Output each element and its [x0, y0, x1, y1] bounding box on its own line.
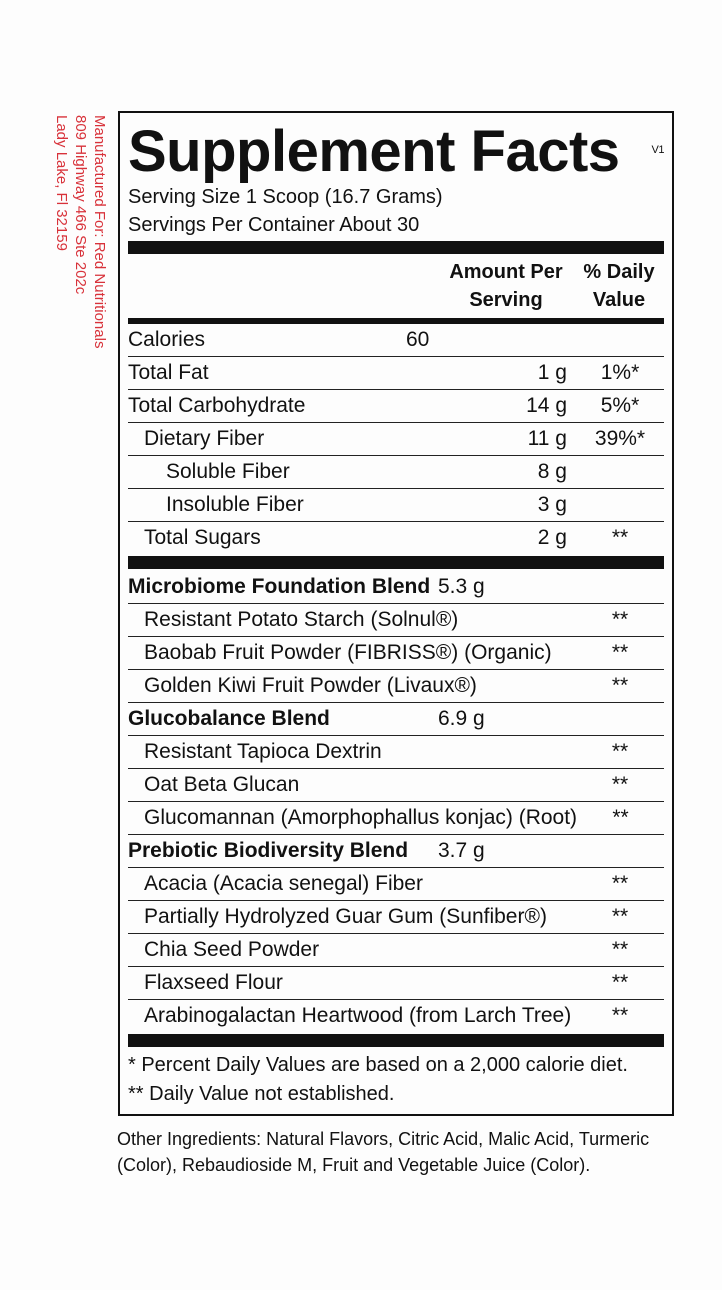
blend-amount: 3.7 g [438, 839, 485, 862]
nutrient-amount: 14 g [526, 394, 567, 417]
nutrient-amount: 1 g [537, 361, 567, 384]
ingredient-dv: ** [611, 905, 629, 928]
nutrient-dv: 39%* [594, 427, 646, 450]
nutrient-name: Total Sugars [144, 526, 261, 549]
amount-header: Amount Per Serving [449, 261, 563, 311]
blend-name: Glucobalance Blend [128, 707, 330, 730]
ingredient-row [128, 736, 664, 769]
footnote-not-established: ** Daily Value not established. [128, 1083, 395, 1105]
supplement-facts-panel [118, 111, 674, 1116]
ingredient-dv: ** [611, 872, 629, 895]
ingredient-row [128, 967, 664, 1000]
nutrient-row [128, 522, 664, 554]
ingredient-row [128, 637, 664, 670]
other-ingredients: Other Ingredients: Natural Flavors, Citric Acid, Malic Acid, Turmeric (Color), Rebaudioside M, Fruit and Vegetable Juice (Color). [117, 1129, 650, 1175]
nutrient-row [128, 390, 664, 423]
nutrient-name: Total Carbohydrate [128, 394, 306, 417]
ingredient-dv: ** [611, 773, 629, 796]
ingredient-dv: ** [611, 608, 629, 631]
divider-bar [128, 241, 664, 254]
nutrient-name: Insoluble Fiber [166, 493, 304, 516]
ingredient-dv: ** [611, 674, 629, 697]
ingredient-name: Partially Hydrolyzed Guar Gum (Sunfiber®) [144, 905, 547, 928]
blend-row [128, 571, 664, 604]
nutrient-amount: 11 g [527, 427, 567, 450]
nutrient-row [128, 423, 664, 456]
panel-title [128, 121, 664, 183]
ingredient-name: Chia Seed Powder [144, 938, 320, 961]
nutrient-dv: 1%* [600, 361, 640, 384]
ingredient-row [128, 670, 664, 703]
footnotes [128, 1049, 664, 1109]
nutrient-name: Soluble Fiber [166, 460, 290, 483]
servings-per-container: Servings Per Container About 30 [128, 214, 420, 236]
ingredient-name: Golden Kiwi Fruit Powder (Livaux®) [144, 674, 477, 697]
nutrient-dv: ** [611, 526, 629, 549]
nutrient-amount: 2 g [537, 526, 567, 549]
ingredient-dv: ** [611, 938, 629, 961]
ingredient-row [128, 802, 664, 835]
serving-size: Serving Size 1 Scoop (16.7 Grams) [128, 186, 443, 208]
panel-title-text: Supplement Facts [128, 119, 620, 184]
ingredient-row [128, 868, 664, 901]
nutrient-name: Total Fat [128, 361, 209, 384]
nutrient-row [128, 324, 664, 357]
manufacturer-line-2: 809 Highway 466 Ste 202c [72, 115, 89, 295]
ingredient-name: Flaxseed Flour [144, 971, 283, 994]
blend-amount: 5.3 g [438, 575, 485, 598]
ingredient-name: Acacia (Acacia senegal) Fiber [144, 872, 423, 895]
ingredient-name: Arabinogalactan Heartwood (from Larch Tree) [144, 1004, 572, 1027]
ingredient-dv: ** [611, 1004, 629, 1027]
column-header [128, 256, 664, 318]
blend-name: Prebiotic Biodiversity Blend [128, 839, 409, 862]
nutrient-amount: 8 g [537, 460, 567, 483]
ingredient-dv: ** [611, 740, 629, 763]
version-label: V1 [651, 144, 664, 156]
ingredient-row [128, 901, 664, 934]
nutrient-amount: 3 g [537, 493, 567, 516]
nutrient-amount: 60 [406, 328, 430, 351]
ingredient-name: Oat Beta Glucan [144, 773, 300, 796]
ingredient-row [128, 604, 664, 637]
ingredient-name: Baobab Fruit Powder (FIBRISS®) (Organic) [144, 641, 552, 664]
divider-bar [128, 1034, 664, 1047]
ingredient-name: Resistant Tapioca Dextrin [144, 740, 382, 763]
ingredient-name: Resistant Potato Starch (Solnul®) [144, 608, 459, 631]
ingredient-row [128, 934, 664, 967]
ingredient-row [128, 769, 664, 802]
divider-bar [128, 556, 664, 569]
ingredient-dv: ** [611, 971, 629, 994]
manufacturer-line-3: Lady Lake, Fl 32159 [53, 115, 70, 251]
blend-row [128, 703, 664, 736]
dv-header: % Daily Value [583, 261, 655, 311]
ingredient-dv: ** [611, 641, 629, 664]
blend-name: Microbiome Foundation Blend [128, 575, 431, 598]
blend-amount: 6.9 g [438, 707, 485, 730]
manufacturer-info [52, 115, 109, 348]
blend-row [128, 835, 664, 868]
nutrient-name: Dietary Fiber [144, 427, 265, 450]
ingredient-dv: ** [612, 806, 629, 829]
nutrient-row [128, 456, 664, 489]
nutrient-row [128, 489, 664, 522]
nutrient-name: Calories [128, 328, 206, 351]
nutrient-dv: 5%* [600, 394, 640, 417]
manufacturer-line-1: Manufactured For: Red Nutritionals [91, 115, 108, 349]
footnote-daily-value: * Percent Daily Values are based on a 2,000 calorie diet. [128, 1054, 628, 1076]
nutrient-row [128, 357, 664, 390]
ingredient-row [128, 1000, 664, 1032]
ingredient-name: Glucomannan (Amorphophallus konjac) (Root) [144, 806, 578, 829]
